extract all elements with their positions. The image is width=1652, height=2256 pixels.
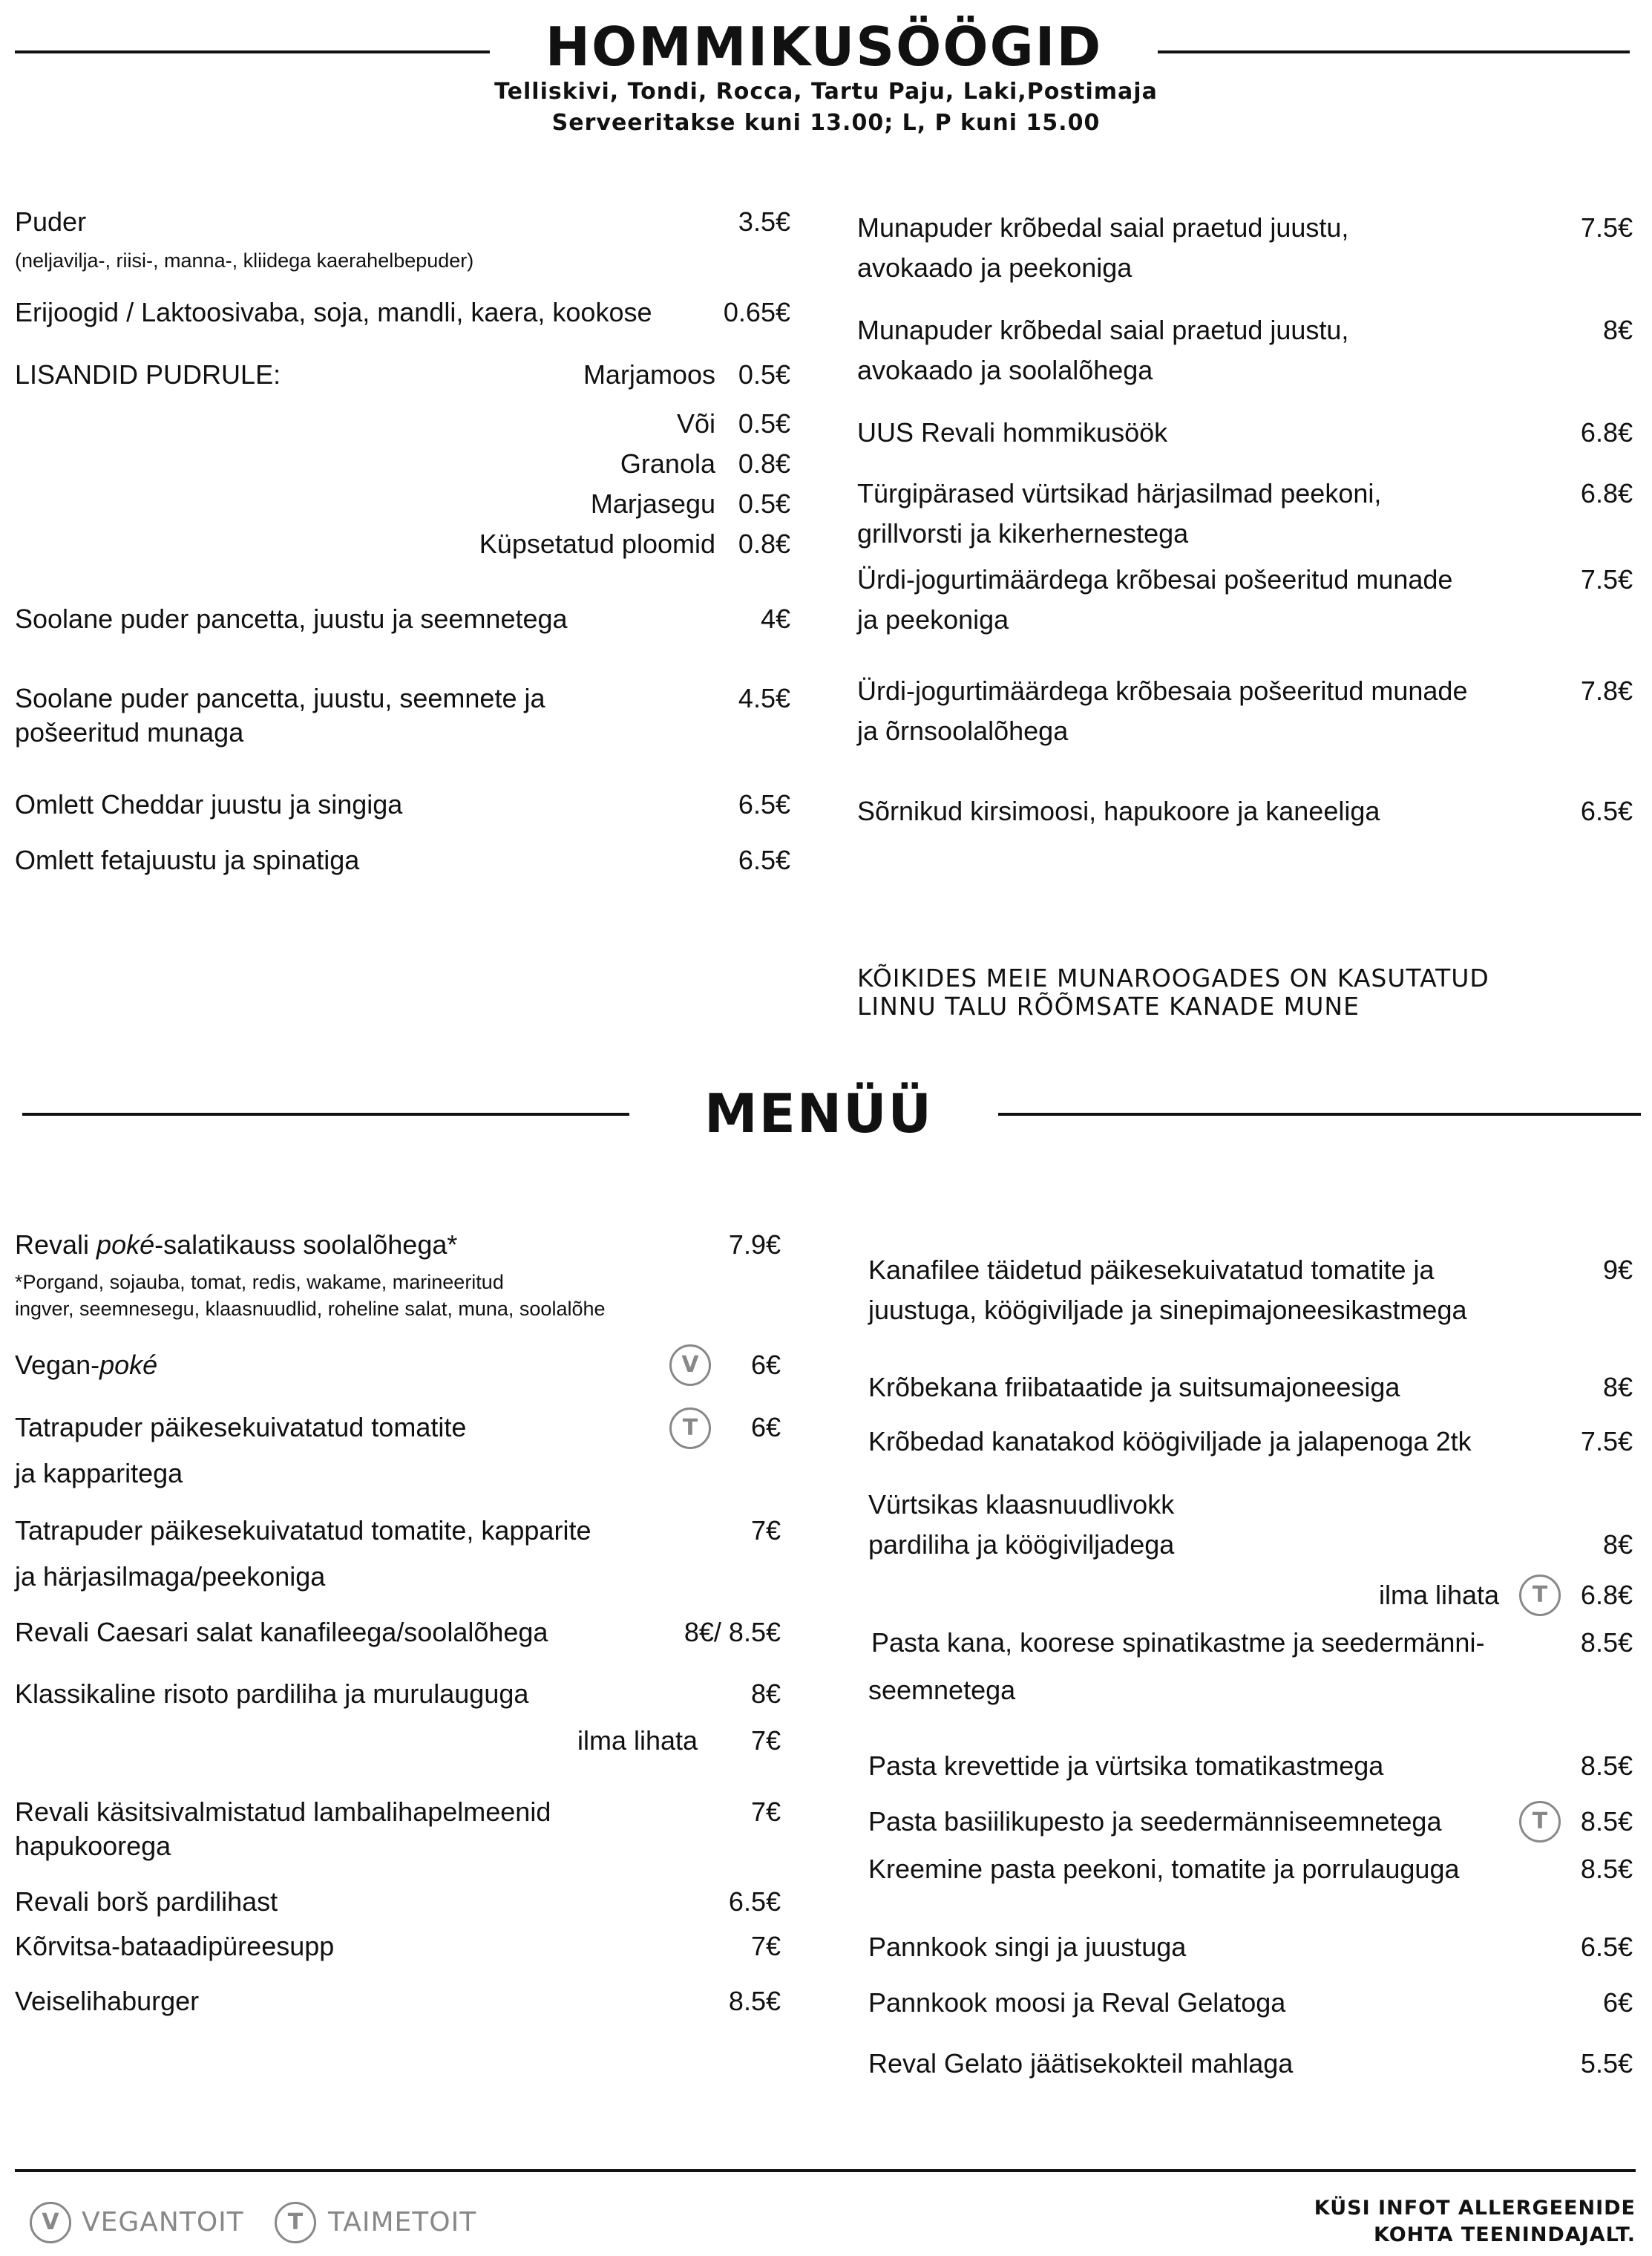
breakfast-hours: Serveeritakse kuni 13.00; L, P kuni 15.00	[551, 110, 1101, 136]
menu-item-name: Soolane puder pancetta, juustu ja seemnetega	[15, 604, 568, 634]
menu-item-name	[15, 1225, 457, 1265]
menu-item-price: 7.5€	[1580, 564, 1633, 595]
menu-item-price: 7€	[750, 1515, 781, 1546]
menu-item-price: 6.5€	[1580, 796, 1633, 826]
menu-item-price: 8.5€	[1580, 1750, 1633, 1781]
menu-item-price: 7.9€	[728, 1229, 781, 1260]
menu-item-name: Omlett fetajuustu ja spinatiga	[15, 845, 360, 875]
menu-item-description: (neljavilja-, riisi-, manna-, kliidega kaerahelbepuder)	[15, 249, 474, 272]
menu-item-name: Munapuder krõbedal saial praetud juustu,	[857, 212, 1349, 243]
menu-rule-right	[998, 1113, 1641, 1116]
menu-item-price: 0.65€	[723, 297, 790, 327]
menu-item-name: Pasta krevettide ja vürtsika tomatikastmega	[868, 1750, 1384, 1781]
menu-item-price: 8.5€	[1580, 1854, 1633, 1884]
menu-item-name-cont: juustuga, köögiviljade ja sinepimajoneesikastmega	[868, 1295, 1467, 1325]
addon-price: 0.5€	[738, 408, 790, 439]
vegetarian-legend-label: TAIMETOIT	[328, 2207, 477, 2237]
vegetarian-badge-icon: T	[1519, 1801, 1561, 1843]
menu-item-variant: ilma lihata	[1379, 1580, 1500, 1610]
menu-item-name-cont: ja kapparitega	[15, 1458, 183, 1488]
addon-name: Granola	[620, 448, 715, 479]
menu-item-price: 5.5€	[1580, 2048, 1633, 2079]
menu-item-price: 6.5€	[738, 845, 790, 875]
menu-item-name: Soolane puder pancetta, juustu, seemnete ja	[15, 683, 545, 713]
menu-item-name: Ürdi-jogurtimäärdega krõbesai pošeeritud munade	[857, 564, 1453, 595]
addon-price: 0.8€	[738, 448, 790, 479]
menu-item-price: 8.5€	[1580, 1806, 1633, 1837]
menu-item-name: UUS Revali hommikusöök	[857, 417, 1168, 448]
menu-item-name: Veiselihaburger	[15, 1986, 200, 2016]
menu-item-name: Revali borš pardilihast	[15, 1886, 278, 1917]
vegetarian-badge-icon: T	[669, 1407, 711, 1449]
menu-item-name: Pannkook moosi ja Reval Gelatoga	[868, 1987, 1286, 2018]
menu-item-name-cont: grillvorsti ja kikerhernestega	[857, 518, 1189, 549]
menu-item-price: 7€	[750, 1796, 781, 1827]
menu-rule-left	[22, 1113, 629, 1116]
menu-item-name: Munapuder krõbedal saial praetud juustu,	[857, 315, 1349, 345]
menu-item-price: 9€	[1602, 1255, 1633, 1285]
poke-italic: poké	[96, 1229, 155, 1260]
eggs-note: KÕIKIDES MEIE MUNAROOGADES ON KASUTATUD	[857, 964, 1489, 993]
menu-item-name: Pasta kana, koorese spinatikastme ja seedermänni-	[871, 1627, 1485, 1658]
menu-item-price: 8€	[1602, 1529, 1633, 1560]
menu-item-name: Puder	[15, 206, 87, 237]
menu-item-name-cont: ja härjasilmaga/peekoniga	[15, 1561, 326, 1592]
menu-item-name: Pannkook singi ja juustuga	[868, 1932, 1187, 1962]
addon-price: 0.8€	[738, 529, 790, 559]
vegan-legend-icon: V	[30, 2202, 71, 2243]
addon-price: 0.5€	[738, 488, 790, 519]
addon-name: Marjamoos	[583, 359, 715, 390]
allergen-note: KÜSI INFOT ALLERGEENIDE	[1314, 2197, 1636, 2220]
poke-suffix: -salatikauss soolalõhega*	[154, 1229, 458, 1260]
vegan-poke-italic: poké	[99, 1350, 158, 1380]
menu-item-variant-price: 7€	[750, 1725, 781, 1756]
addon-name: Või	[676, 408, 715, 439]
menu-item-price: 6.8€	[1580, 478, 1633, 509]
menu-item-name: Krõbekana friibataatide ja suitsumajoneesiga	[868, 1372, 1400, 1402]
menu-item-name: Sõrnikud kirsimoosi, hapukoore ja kaneeliga	[857, 796, 1380, 826]
menu-item-name	[15, 1345, 157, 1385]
menu-item-price: 7€	[750, 1931, 781, 1961]
menu-item-price: 4€	[760, 604, 790, 634]
menu-title: MENÜÜ	[704, 1082, 934, 1145]
menu-item-price: 7.8€	[1580, 676, 1633, 706]
menu-item-name-cont: pardiliha ja köögiviljadega	[868, 1529, 1175, 1560]
menu-item-name: Kanafilee täidetud päikesekuivatatud tomatite ja	[868, 1255, 1435, 1285]
menu-item-name: Kreemine pasta peekoni, tomatite ja porrulauguga	[868, 1854, 1460, 1884]
menu-item-name-cont: seemnetega	[868, 1675, 1016, 1705]
menu-item-price: 4.5€	[738, 683, 790, 713]
menu-item-price: 6.5€	[728, 1886, 781, 1917]
menu-item-name: Reval Gelato jäätisekokteil mahlaga	[868, 2048, 1294, 2079]
allergen-note-cont: KOHTA TEENINDAJALT.	[1374, 2223, 1636, 2246]
menu-item-name: Ürdi-jogurtimäärdega krõbesaia pošeeritud munade	[857, 676, 1468, 706]
menu-item-price: 6.5€	[738, 789, 790, 820]
menu-item-name-cont: avokaado ja soolalõhega	[857, 355, 1153, 385]
menu-item-variant: ilma lihata	[577, 1725, 698, 1756]
menu-item-price: 6€	[750, 1350, 781, 1380]
addons-label: LISANDID PUDRULE:	[15, 359, 281, 390]
menu-item-name: Krõbedad kanatakod köögiviljade ja jalapenoga 2tk	[868, 1426, 1472, 1456]
vegan-poke-prefix: Vegan-	[15, 1350, 100, 1380]
addon-name: Marjasegu	[590, 488, 715, 519]
menu-item-name-cont: ja õrnsoolalõhega	[857, 716, 1069, 746]
breakfast-locations: Telliskivi, Tondi, Rocca, Tartu Paju, Laki,Postimaja	[494, 79, 1158, 105]
menu-item-price: 7.5€	[1580, 1426, 1633, 1456]
menu-item-name: Revali käsitsivalmistatud lambalihapelmeenid	[15, 1796, 551, 1827]
menu-item-name: Tatrapuder päikesekuivatatud tomatite, kapparite	[15, 1515, 591, 1546]
poke-prefix: Revali	[15, 1229, 97, 1260]
vegan-badge-icon: V	[669, 1344, 711, 1386]
addon-price: 0.5€	[738, 359, 790, 390]
menu-item-name-cont: pošeeritud munaga	[15, 717, 244, 748]
eggs-note-cont: LINNU TALU RÕÕMSATE KANADE MUNE	[857, 992, 1360, 1021]
menu-item-price: 7.5€	[1580, 212, 1633, 243]
menu-item-name-cont: ja peekoniga	[857, 604, 1009, 635]
menu-item-name: Erijoogid / Laktoosivaba, soja, mandli, kaera, kookose	[15, 297, 652, 327]
header-rule-right	[1158, 50, 1630, 53]
vegetarian-badge-icon: T	[1519, 1575, 1561, 1616]
menu-item-description: *Porgand, sojauba, tomat, redis, wakame, marineeritud	[15, 1271, 504, 1293]
menu-item-name: Pasta basiilikupesto ja seedermänniseemnetega	[868, 1806, 1442, 1837]
menu-item-price: 6€	[1602, 1987, 1633, 2018]
menu-item-name: Tatrapuder päikesekuivatatud tomatite	[15, 1412, 467, 1442]
menu-item-price: 8€/ 8.5€	[684, 1617, 781, 1647]
menu-item-name: Revali Caesari salat kanafileega/soolalõhega	[15, 1617, 548, 1647]
menu-item-price: 8€	[1602, 315, 1633, 345]
menu-item-name: Omlett Cheddar juustu ja singiga	[15, 789, 403, 820]
vegetarian-legend-icon: T	[275, 2202, 316, 2243]
menu-item-price: 8€	[1602, 1372, 1633, 1402]
menu-item-name-cont: avokaado ja peekoniga	[857, 252, 1133, 283]
addon-name: Küpsetatud ploomid	[479, 529, 715, 559]
menu-item-price: 8.5€	[728, 1986, 781, 2016]
footer-rule	[15, 2169, 1636, 2172]
menu-item-price: 8€	[750, 1678, 781, 1709]
vegan-legend-label: VEGANTOIT	[82, 2207, 244, 2237]
header-rule-left	[15, 50, 490, 53]
menu-item-price: 6.5€	[1580, 1932, 1633, 1962]
menu-item-description-cont: ingver, seemnesegu, klaasnuudlid, roheline salat, muna, soolalõhe	[15, 1298, 606, 1320]
menu-item-price: 3.5€	[738, 206, 790, 237]
menu-item-name: Vürtsikas klaasnuudlivokk	[868, 1489, 1175, 1520]
menu-item-name: Türgipärased vürtsikad härjasilmad peekoni,	[857, 478, 1382, 509]
menu-item-price: 6.8€	[1580, 417, 1633, 448]
menu-item-name: Klassikaline risoto pardiliha ja murulauguga	[15, 1678, 529, 1709]
menu-item-name-cont: hapukoorega	[15, 1831, 171, 1861]
menu-item-price: 8.5€	[1580, 1627, 1633, 1658]
menu-item-price: 6€	[750, 1412, 781, 1442]
breakfast-title: HOMMIKUSÖÖGID	[545, 16, 1103, 78]
menu-item-name: Kõrvitsa-bataadipüreesupp	[15, 1931, 335, 1961]
menu-item-variant-price: 6.8€	[1580, 1580, 1633, 1610]
